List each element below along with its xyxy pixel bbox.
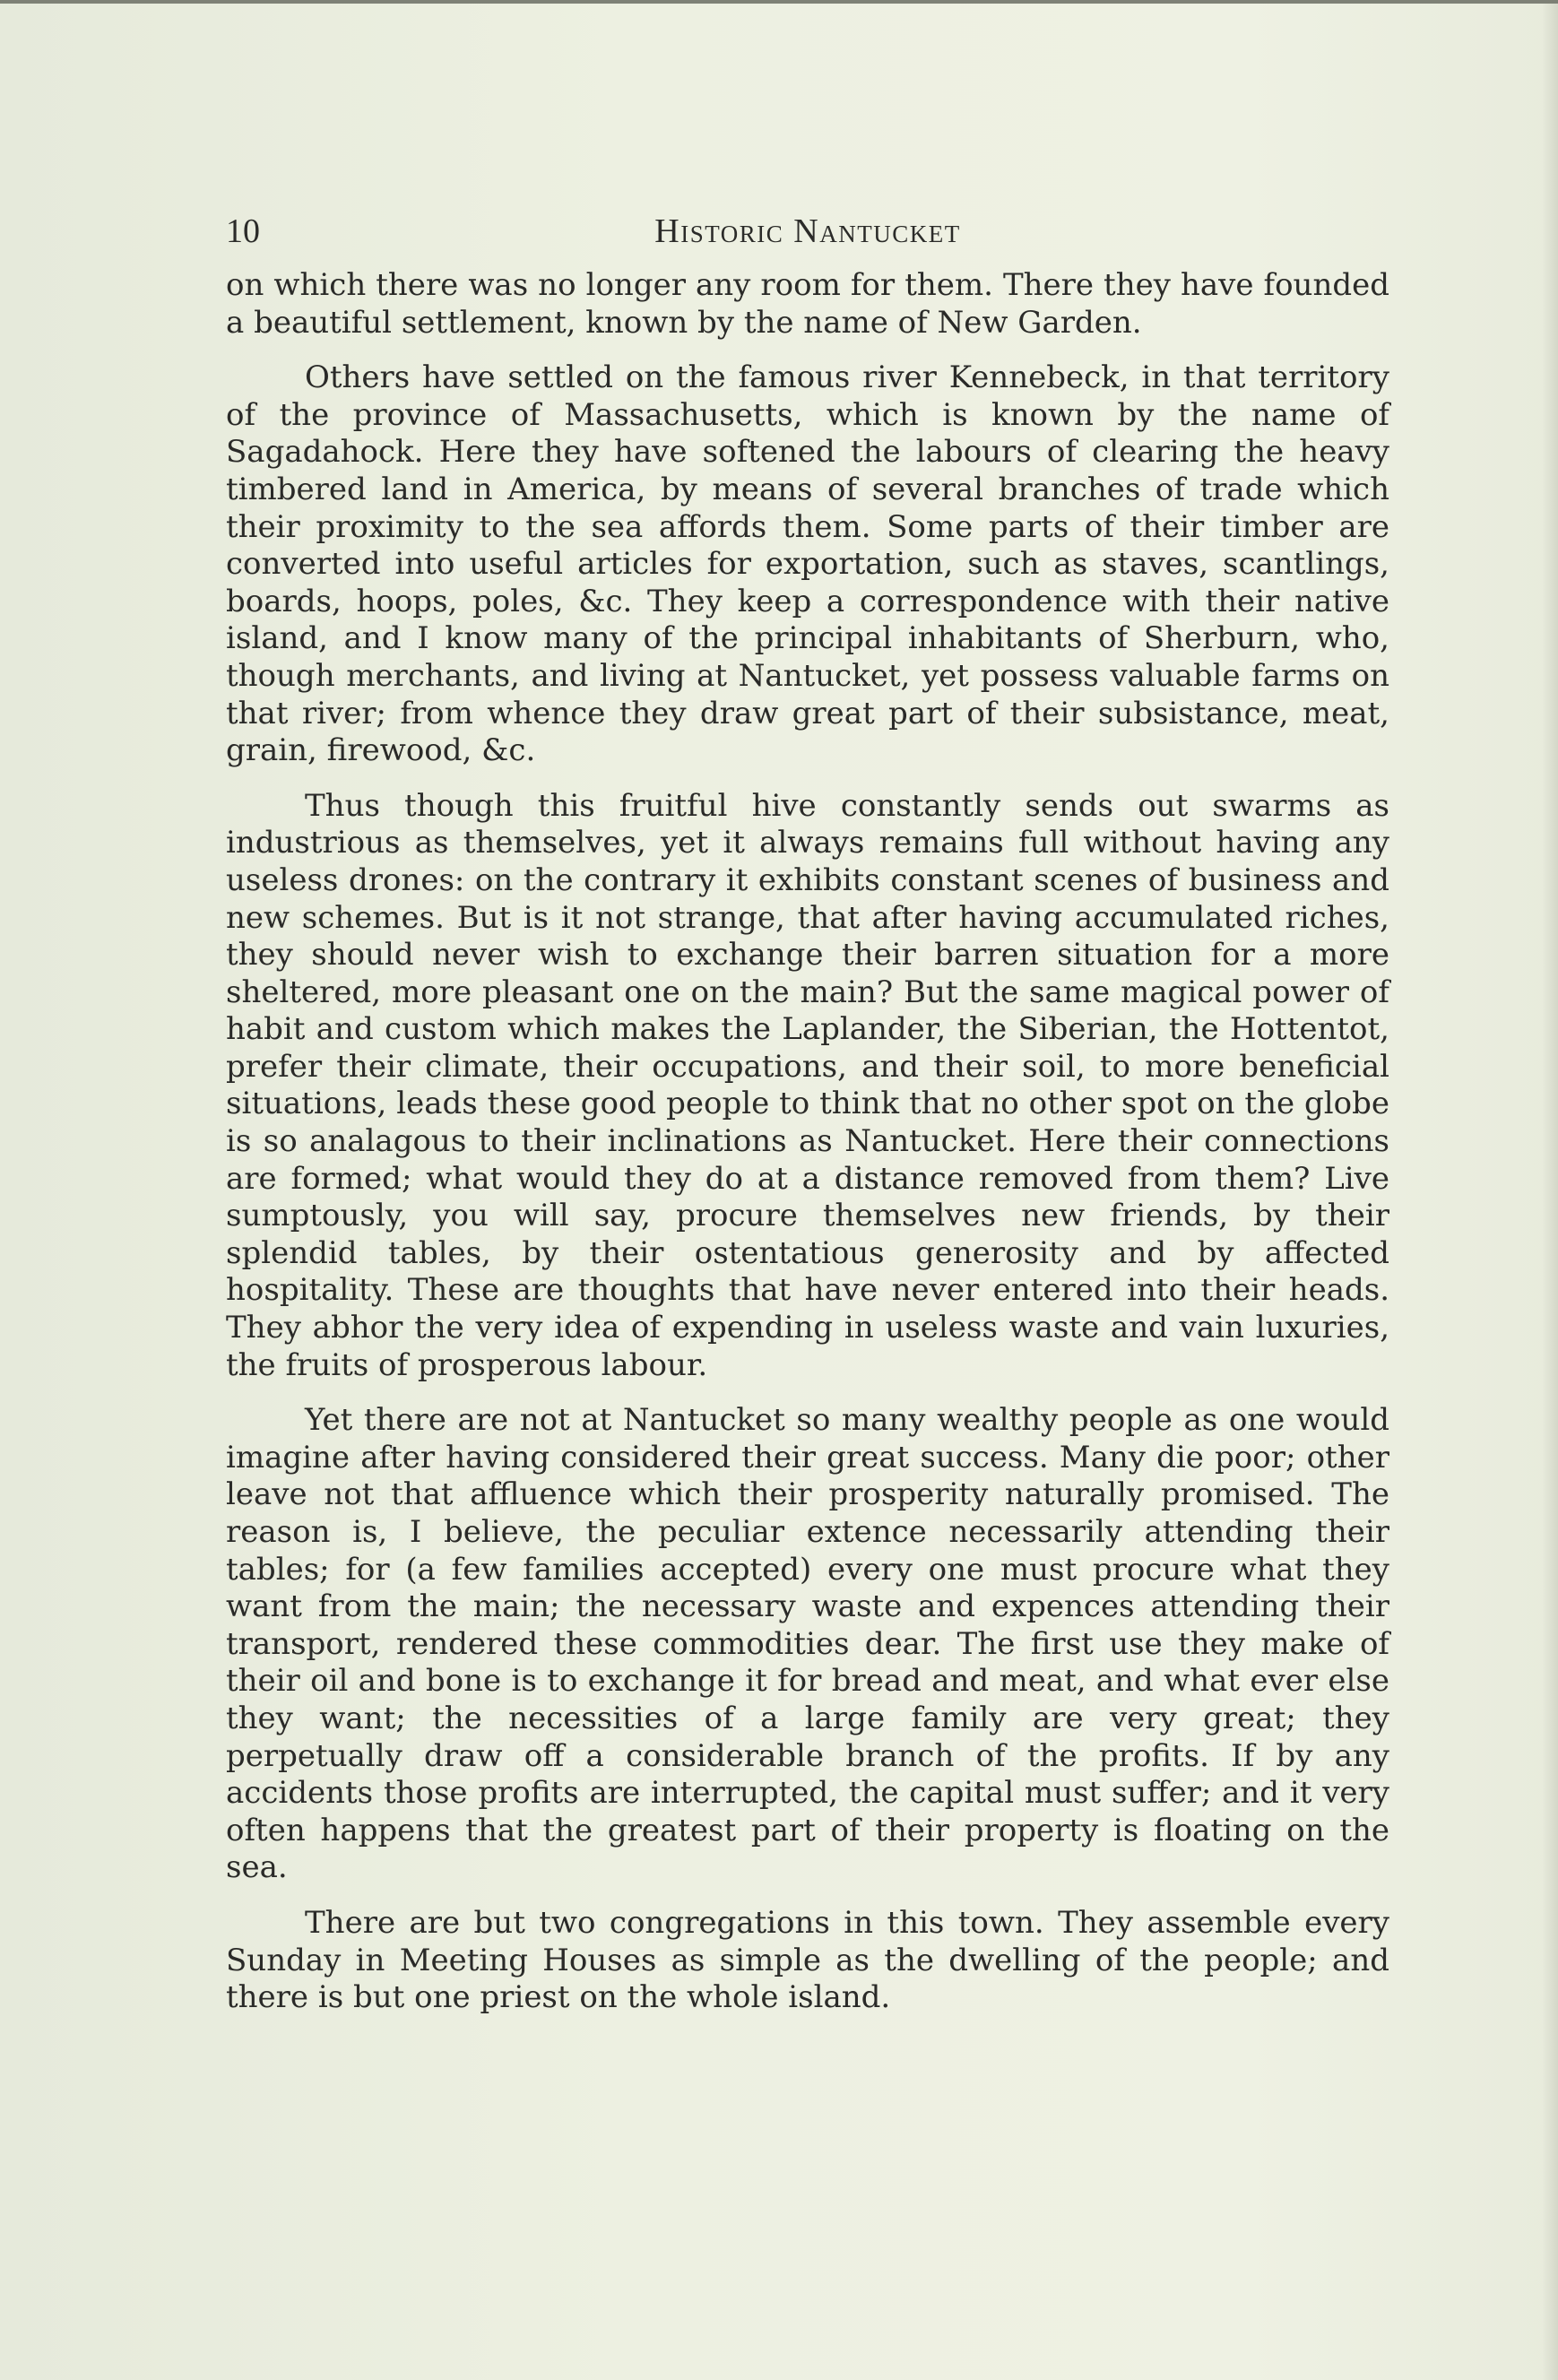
paragraph-3: Thus though this fruitful hive constantly sends out swarms as industrious as themselves, yet it always remains full without having any useless drones: on the contrary it exhibits constant scenes of business and new schemes. But is it not strange, that after having accumulated riches, they should never wish to exchange their barren situation for a more sheltered, more pleasant one on the main? But the same magical power of habit and custom which makes the Laplander, the Siberian, the Hottentot, prefer their climate, their occupations, and their soil, to more beneficial situations, leads these good people to think that no other spot on the globe is so analagous to their inclinations as Nantucket. Here their connections are formed; what would they do at a distance removed from them? Live sumptously, you will say, procure themselves new friends, by their splendid tables, by their ostentatious generosity and by affected hospitality. These are thoughts that have never entered into their heads. They abhor the very idea of expending in useless waste and vain luxuries, the fruits of prosperous labour.	[226, 787, 1389, 1383]
paragraph-5: There are but two congregations in this town. They assemble every Sunday in Meeting Houses as simple as the dwelling of the people; and there is but one priest on the whole island.	[226, 1904, 1389, 2016]
paragraph-2: Others have settled on the famous river Kennebeck, in that territory of the province of Massachusetts, which is known by the name of Sagadahock. Here they have softened the labours of clearing the heavy timbered land in America, by means of several branches of trade which their proximity to the sea affords them. Some parts of their timber are converted into useful articles for exportation, such as staves, scantlings, boards, hoops, poles, &c. They keep a correspondence with their native island, and I know many of the principal inhabitants of Sherburn, who, though merchants, and living at Nantucket, yet possess valuable farms on that river; from whence they draw great part of their subsistance, meat, grain, firewood, &c.	[226, 359, 1389, 769]
page-header	[226, 208, 1389, 258]
paragraph-1: on which there was no longer any room for them. There they have founded a beautiful settlement, known by the name of New Garden.	[226, 267, 1389, 341]
page-top-edge	[0, 0, 1558, 4]
paragraph-4: Yet there are not at Nantucket so many wealthy people as one would imagine after having considered their great success. Many die poor; other leave not that affluence which their prosperity naturally promised. The reason is, I believe, the peculiar extence necessarily attending their tables; for (a few families accepted) every one must procure what they want from the main; the necessary waste and expences attending their transport, rendered these commodities dear. The first use they make of their oil and bone is to exchange it for bread and meat, and what ever else they want; the necessities of a large family are very great; they perpetually draw off a considerable branch of the profits. If by any accidents those profits are interrupted, the capital must suffer; and it very often happens that the greatest part of their property is floating on the sea.	[226, 1402, 1389, 1886]
page-right-edge-shadow	[1542, 0, 1558, 2380]
running-head: Historic Nantucket	[654, 212, 961, 250]
body-text	[226, 267, 1389, 2017]
page-number: 10	[226, 212, 260, 250]
